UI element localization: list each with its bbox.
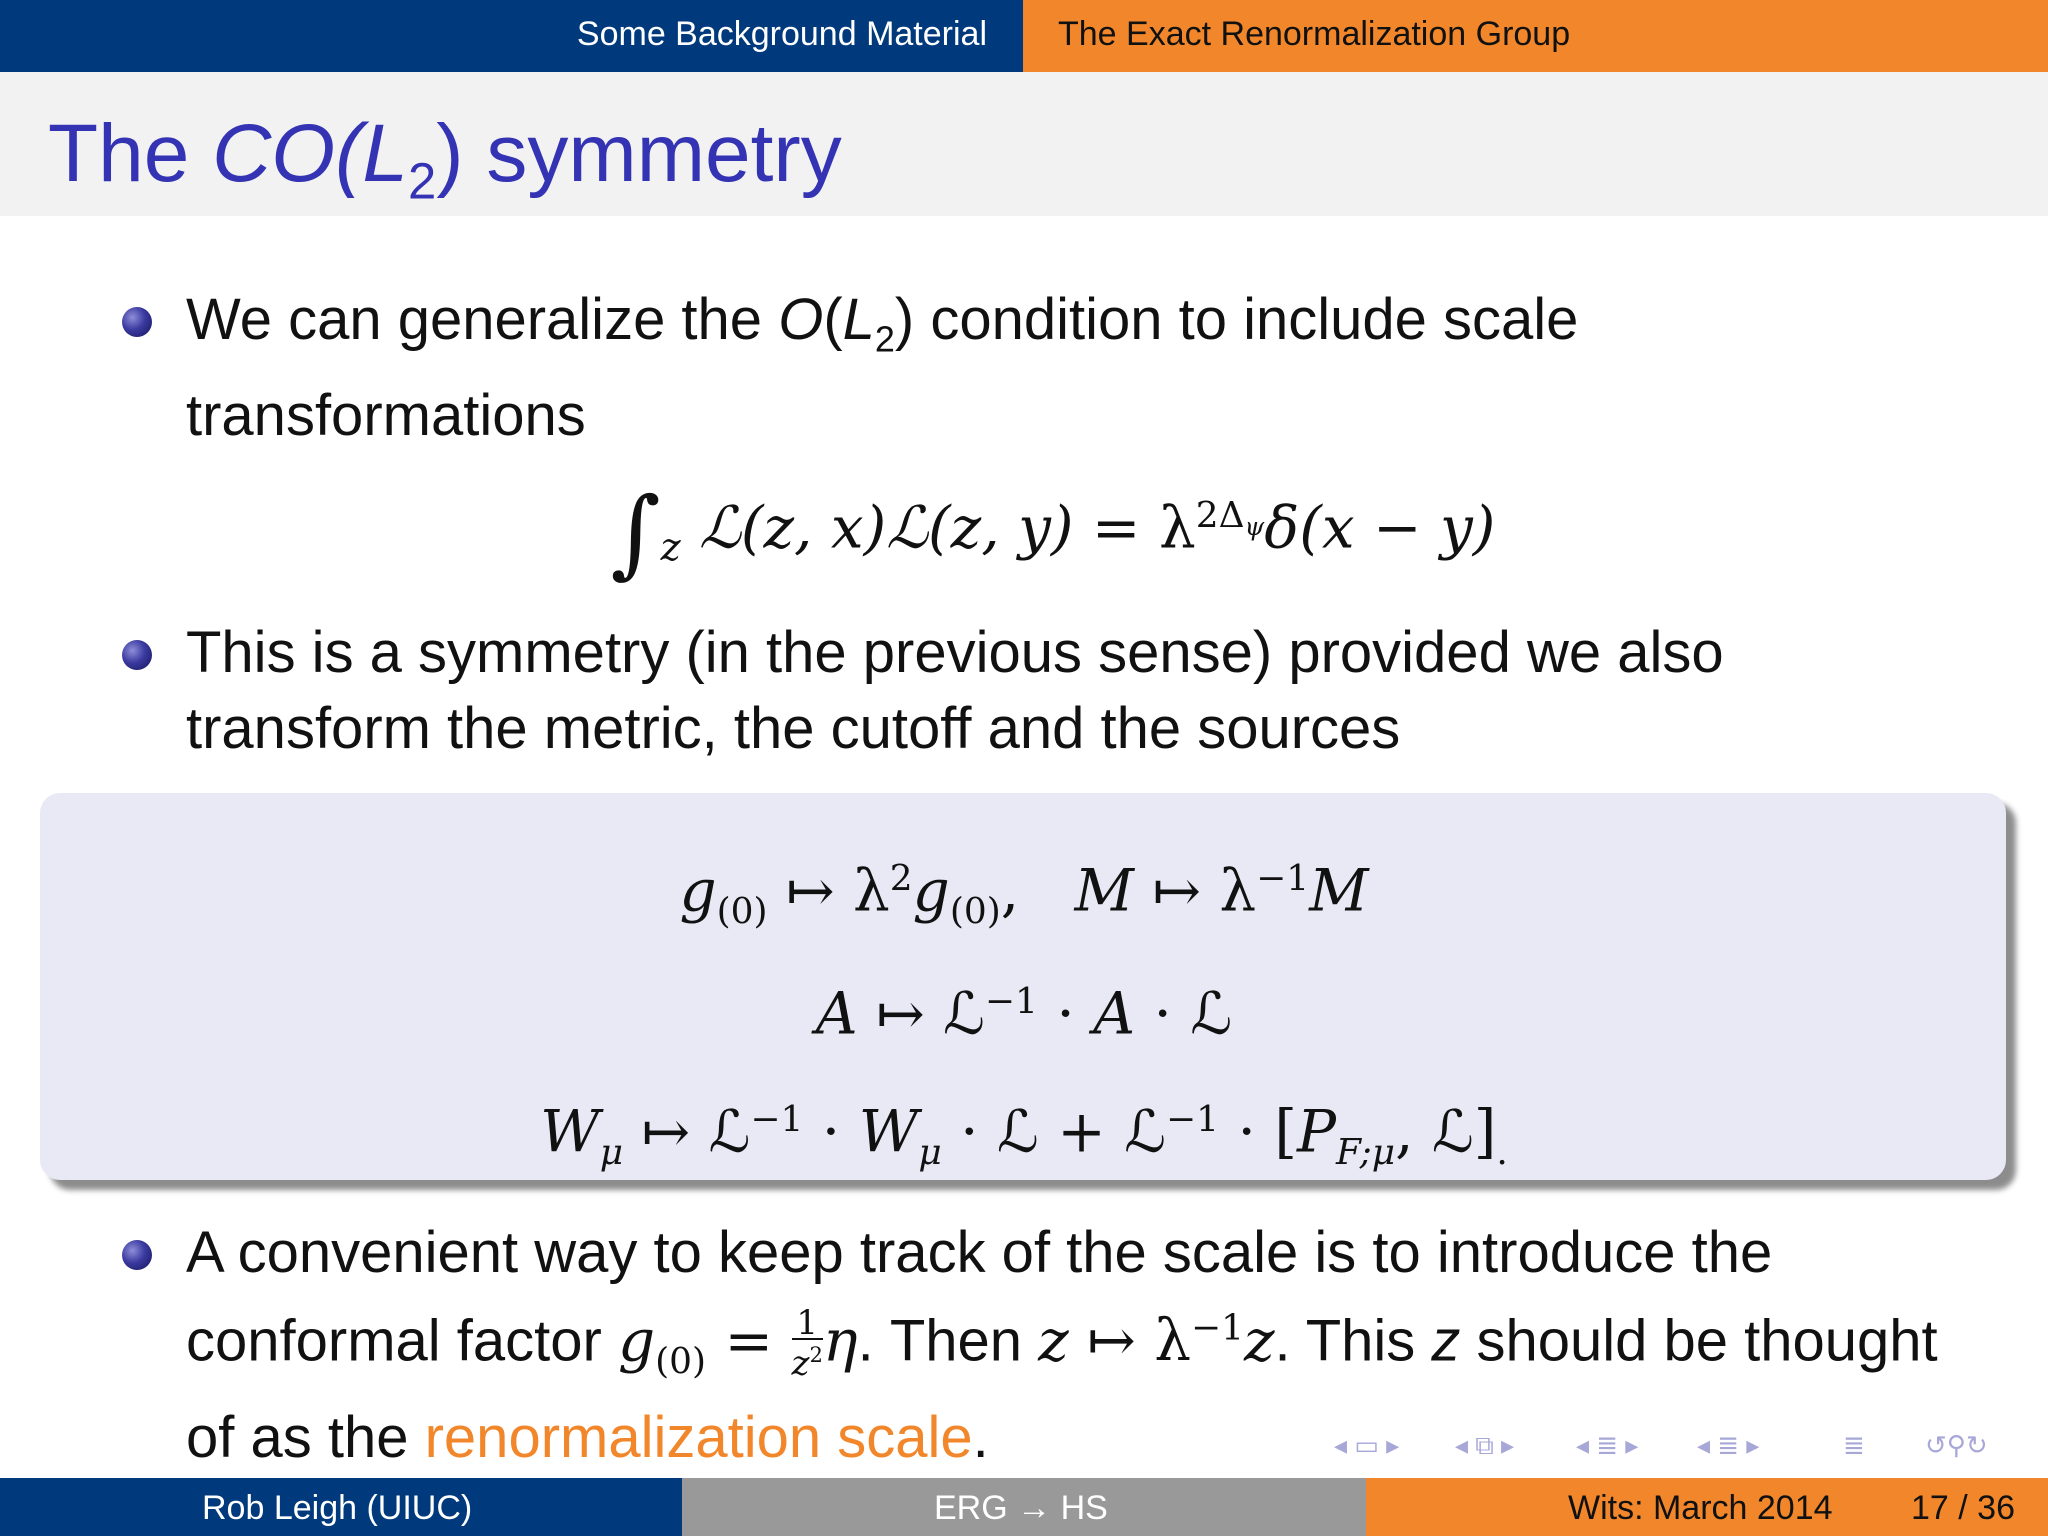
highlight-renormalization-scale: renormalization scale — [424, 1404, 973, 1470]
header-left-section — [0, 0, 1023, 72]
footer-title-section — [682, 1478, 1366, 1536]
header-section-link-background[interactable]: Some Background Material — [576, 15, 987, 53]
footer-venue: Wits: March 2014 — [1568, 1489, 1833, 1527]
equation-connection-transform: $W_\mu$ ↦ ℒ$^{-1}$ · $W_\mu$ · ℒ + ℒ$^{-1}$ · [$P_{F;\mu}$, $ℒ]_.$ — [540, 1097, 1508, 1173]
math-inline: = — [706, 1306, 792, 1375]
math-inline: z — [1243, 1306, 1275, 1375]
title-subscript: 2 — [408, 152, 437, 210]
title-math: CO(L — [212, 108, 409, 199]
header-bar — [0, 0, 2048, 72]
title-text: The — [48, 108, 213, 199]
bullet-1-text-b: condition to include scale transformations — [186, 287, 1579, 448]
footer-page-number: 17 / 36 — [1911, 1489, 2015, 1527]
header-right-section — [1023, 0, 2048, 72]
nav-frame-icon[interactable]: ◂ ▭ ▸ — [1334, 1430, 1400, 1460]
footer-bar — [0, 1478, 2048, 1536]
math-inline: η — [822, 1306, 858, 1375]
slide-title — [48, 106, 842, 229]
bullet-3-text-c: . This — [1274, 1308, 1432, 1374]
bullet-1-text-a: We can generalize the — [186, 287, 779, 352]
footer-venue-section — [1366, 1478, 2048, 1536]
nav-section-icon[interactable]: ◂ ≣ ▸ — [1576, 1430, 1639, 1460]
bullet-3-text-end: . — [972, 1404, 989, 1470]
math-inline: g — [617, 1306, 656, 1375]
bullet-marker — [122, 640, 152, 670]
nav-search-icon[interactable]: ↺⚲↻ — [1925, 1430, 1988, 1460]
footer-author: Rob Leigh (UIUC) — [202, 1489, 473, 1527]
bullet-3-text-b: . Then — [857, 1308, 1039, 1374]
title-text-end: ) symmetry — [436, 108, 842, 199]
nav-section-icon[interactable]: ◂ ≣ ▸ — [1697, 1430, 1760, 1460]
nav-subsection-icon[interactable]: ◂ ⧉ ▸ — [1455, 1430, 1515, 1460]
equation-metric-transform: $g_{(0)}$ ↦ $\lambda^2g_{(0)}$, M ↦ $\lambda^{-1}M$ — [679, 856, 1369, 932]
math-fraction: 1 $z^2$ — [791, 1303, 823, 1384]
math-inline: O — [778, 287, 824, 352]
footer-short-title: ERG → HS — [934, 1489, 1108, 1527]
nav-align-icon[interactable]: ≣ — [1843, 1430, 1865, 1460]
footer-author-section — [0, 1478, 682, 1536]
bullet-text-1: We can generalize the $O(L_2)$ condition to include scale transformations — [186, 287, 1579, 448]
math-inline: z — [1038, 1306, 1069, 1375]
bullet-text-2: This is a symmetry (in the previous sense) provided we also transform the metric, the cutoff and the sources — [186, 620, 1724, 761]
math-inline: L — [842, 287, 875, 352]
math-inline: ↦ $\lambda^{-1}$ — [1068, 1306, 1244, 1375]
math-inline: 2 — [874, 318, 895, 360]
header-section-link-erg[interactable]: The Exact Renormalization Group — [1058, 15, 1571, 53]
bullet-3-text-a: A convenient way to keep track of the scale is to introduce the conformal factor — [186, 1220, 1773, 1374]
equation-gauge-transform: A ↦ ℒ$^{-1}$ · A · ℒ — [815, 979, 1233, 1048]
equation-integral: $\int_z$ ℒ(z, x)ℒ(z, $y) = \lambda^{2\Delta_\psi}\delta(x - y)$ — [610, 476, 1496, 589]
bullet-marker — [122, 307, 152, 337]
math-inline: z — [1431, 1308, 1461, 1374]
bullet-3-text-d: should be thought of as the — [186, 1308, 1938, 1470]
bullet-marker — [122, 1240, 152, 1270]
math-inline: (0) — [655, 1340, 707, 1382]
